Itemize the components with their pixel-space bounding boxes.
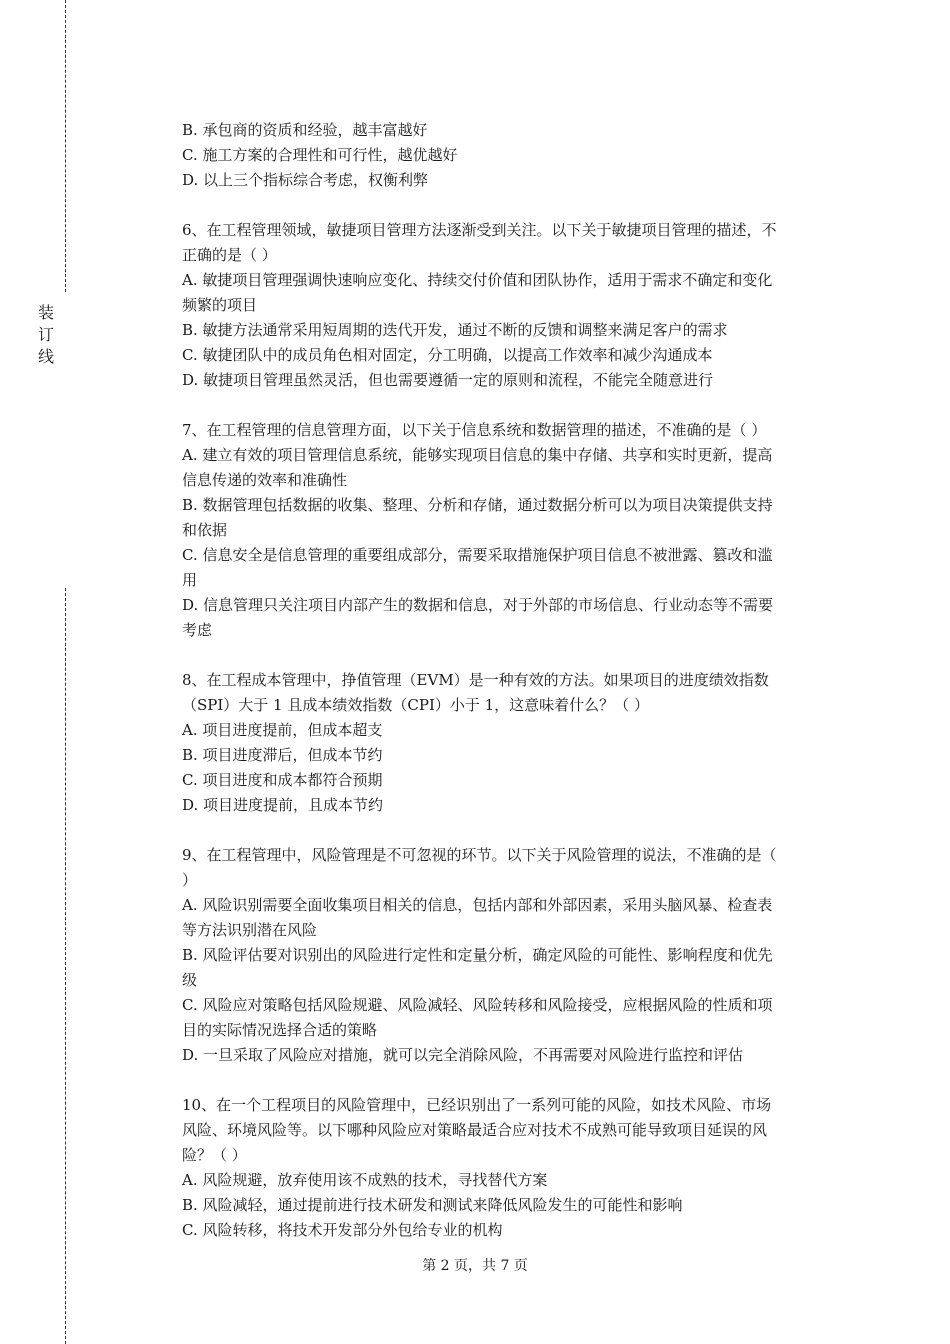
text-line: C. 风险应对策略包括风险规避、风险减轻、风险转移和风险接受，应根据风险的性质和项	[182, 996, 773, 1014]
text-line: C. 风险转移，将技术开发部分外包给专业的机构	[182, 1221, 503, 1239]
question-stem-line: 10、在一个工程项目的风险管理中，已经识别出了一系列可能的风险，如技术风险、市场	[182, 1096, 772, 1114]
text-line: 险？（ ）	[182, 1146, 247, 1164]
text-line: B. 数据管理包括数据的收集、整理、分析和存储，通过数据分析可以为项目决策提供支持	[182, 496, 773, 514]
text-line: 目的实际情况选择合适的策略	[182, 1021, 378, 1039]
binding-char: 线	[37, 347, 54, 366]
binding-char: 订	[37, 325, 54, 344]
text-line: D. 项目进度提前，且成本节约	[182, 796, 384, 814]
text-line: A. 风险规避，放弃使用该不成熟的技术，寻找替代方案	[182, 1171, 548, 1189]
question-stem-line: 6、在工程管理领域，敏捷项目管理方法逐渐受到关注。以下关于敏捷项目管理的描述，不	[182, 221, 777, 239]
text-line: D. 敏捷项目管理虽然灵活，但也需要遵循一定的原则和流程，不能完全随意进行	[182, 371, 714, 389]
text-line: B. 风险评估要对识别出的风险进行定性和定量分析，确定风险的可能性、影响程度和优先	[182, 946, 773, 964]
text-line: C. 项目进度和成本都符合预期	[182, 771, 383, 789]
text-line: B. 项目进度滞后，但成本节约	[182, 746, 383, 764]
text-line: 用	[182, 571, 198, 589]
text-line: C. 敏捷团队中的成员角色相对固定，分工明确，以提高工作效率和减少沟通成本	[182, 346, 713, 364]
text-line: 信息传递的效率和准确性	[182, 471, 348, 489]
text-line: A. 风险识别需要全面收集项目相关的信息，包括内部和外部因素，采用头脑风暴、检查表	[182, 896, 773, 914]
text-line: C. 信息安全是信息管理的重要组成部分，需要采取措施保护项目信息不被泄露、篡改和滥	[182, 546, 773, 564]
exam-content	[182, 118, 840, 1243]
text-line: 频繁的项目	[182, 296, 258, 314]
text-line: （SPI）大于 1 且成本绩效指数（CPI）小于 1，这意味着什么？（ ）	[182, 696, 649, 714]
text-line: 考虑	[182, 621, 213, 639]
text-line: B. 敏捷方法通常采用短周期的迭代开发，通过不断的反馈和调整来满足客户的需求	[182, 321, 728, 339]
text-line: A. 建立有效的项目管理信息系统，能够实现项目信息的集中存储、共享和实时更新，提高	[182, 446, 773, 464]
text-line: 风险、环境风险等。以下哪种风险应对策略最适合应对技术不成熟可能导致项目延误的风	[182, 1121, 768, 1139]
text-line: 等方法识别潜在风险	[182, 921, 318, 939]
text-line: C. 施工方案的合理性和可行性，越优越好	[182, 146, 458, 164]
binding-dashed-line-top	[65, 0, 66, 292]
text-line: B. 承包商的资质和经验，越丰富越好	[182, 121, 428, 139]
question-stem-line: 7、在工程管理的信息管理方面，以下关于信息系统和数据管理的描述，不准确的是（ ）	[182, 421, 767, 439]
text-line: B. 风险减轻，通过提前进行技术研发和测试来降低风险发生的可能性和影响	[182, 1196, 683, 1214]
binding-dashed-line-bottom	[65, 588, 66, 1344]
text-line: A. 敏捷项目管理强调快速响应变化、持续交付价值和团队协作，适用于需求不确定和变化	[182, 271, 773, 289]
text-line: A. 项目进度提前，但成本超支	[182, 721, 383, 739]
question-stem-line: 9、在工程管理中，风险管理是不可忽视的环节。以下关于风险管理的说法，不准确的是（	[182, 846, 777, 864]
text-line: 正确的是（ ）	[182, 246, 277, 264]
text-line: 和依据	[182, 521, 228, 539]
text-line: 级	[182, 971, 198, 989]
text-line: ）	[182, 871, 198, 889]
question-stem-line: 8、在工程成本管理中，挣值管理（EVM）是一种有效的方法。如果项目的进度绩效指数	[182, 671, 769, 689]
binding-char: 装	[37, 303, 54, 322]
text-line: D. 信息管理只关注项目内部产生的数据和信息，对于外部的市场信息、行业动态等不需要	[182, 596, 774, 614]
page-number: 第 2 页，共 7 页	[422, 1258, 528, 1274]
text-line: D. 以上三个指标综合考虑，权衡利弊	[182, 171, 429, 189]
binding-label	[36, 302, 56, 368]
text-line: D. 一旦采取了风险应对措施，就可以完全消除风险，不再需要对风险进行监控和评估	[182, 1046, 744, 1064]
